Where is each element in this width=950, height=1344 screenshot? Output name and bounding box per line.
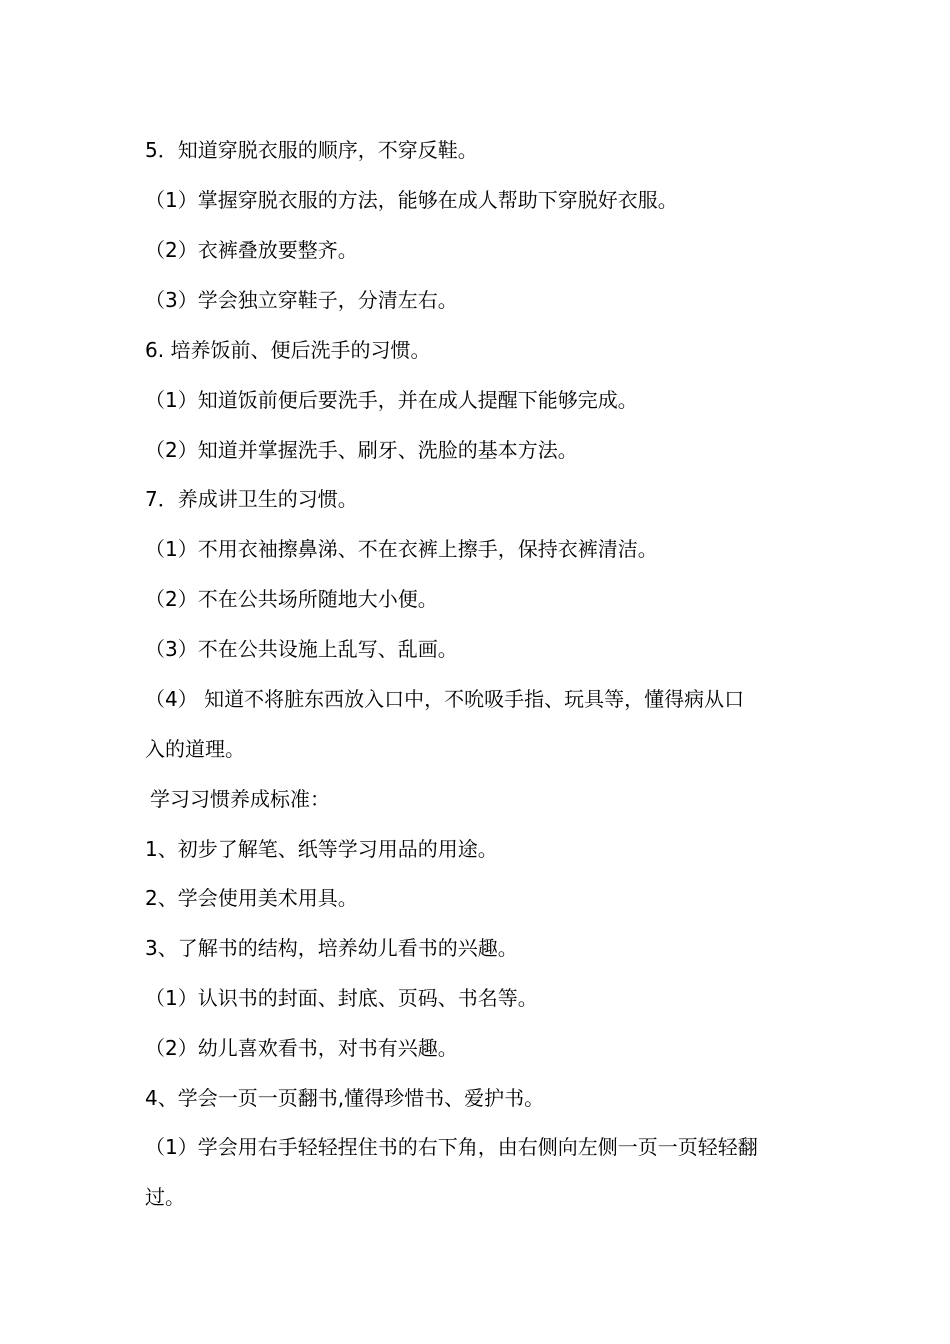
- study-item-3-sub-2: （2）幼儿喜欢看书，对书有兴趣。: [145, 1036, 458, 1060]
- study-item-4-sub-1-continued: 过。: [145, 1185, 185, 1209]
- item-7-sub-2: （2）不在公共场所随地大小便。: [145, 587, 438, 611]
- study-item-1: 1、初步了解笔、纸等学习用品的用途。: [145, 837, 498, 861]
- item-5-sub-3: （3）学会独立穿鞋子，分清左右。: [145, 288, 458, 312]
- item-6-sub-1: （1）知道饭前便后要洗手，并在成人提醒下能够完成。: [145, 388, 638, 412]
- study-item-3-sub-1: （1）认识书的封面、封底、页码、书名等。: [145, 986, 538, 1010]
- item-7-sub-4-continued: 入的道理。: [145, 737, 245, 761]
- item-5-sub-1: （1）掌握穿脱衣服的方法，能够在成人帮助下穿脱好衣服。: [145, 188, 678, 212]
- item-5-sub-2: （2）衣裤叠放要整齐。: [145, 238, 358, 262]
- study-item-4: 4、学会一页一页翻书,懂得珍惜书、爱护书。: [145, 1086, 545, 1110]
- item-7-sub-4: （4） 知道不将脏东西放入口中，不吮吸手指、玩具等，懂得病从口: [145, 687, 745, 711]
- study-item-2: 2、学会使用美术用具。: [145, 886, 358, 910]
- section-heading-study-habits: 学习习惯养成标准：: [150, 787, 330, 811]
- item-7-sub-1: （1）不用衣袖擦鼻涕、不在衣裤上擦手，保持衣裤清洁。: [145, 537, 658, 561]
- study-item-4-sub-1: （1）学会用右手轻轻捏住书的右下角，由右侧向左侧一页一页轻轻翻: [145, 1135, 758, 1159]
- item-7-sub-3: （3）不在公共设施上乱写、乱画。: [145, 637, 458, 661]
- study-item-3: 3、了解书的结构，培养幼儿看书的兴趣。: [145, 936, 518, 960]
- item-6-sub-2: （2）知道并掌握洗手、刷牙、洗脸的基本方法。: [145, 438, 578, 462]
- item-7-heading: 7．养成讲卫生的习惯。: [145, 487, 358, 511]
- item-6-heading: 6. 培养饭前、便后洗手的习惯。: [145, 338, 431, 362]
- item-5-heading: 5．知道穿脱衣服的顺序，不穿反鞋。: [145, 138, 478, 162]
